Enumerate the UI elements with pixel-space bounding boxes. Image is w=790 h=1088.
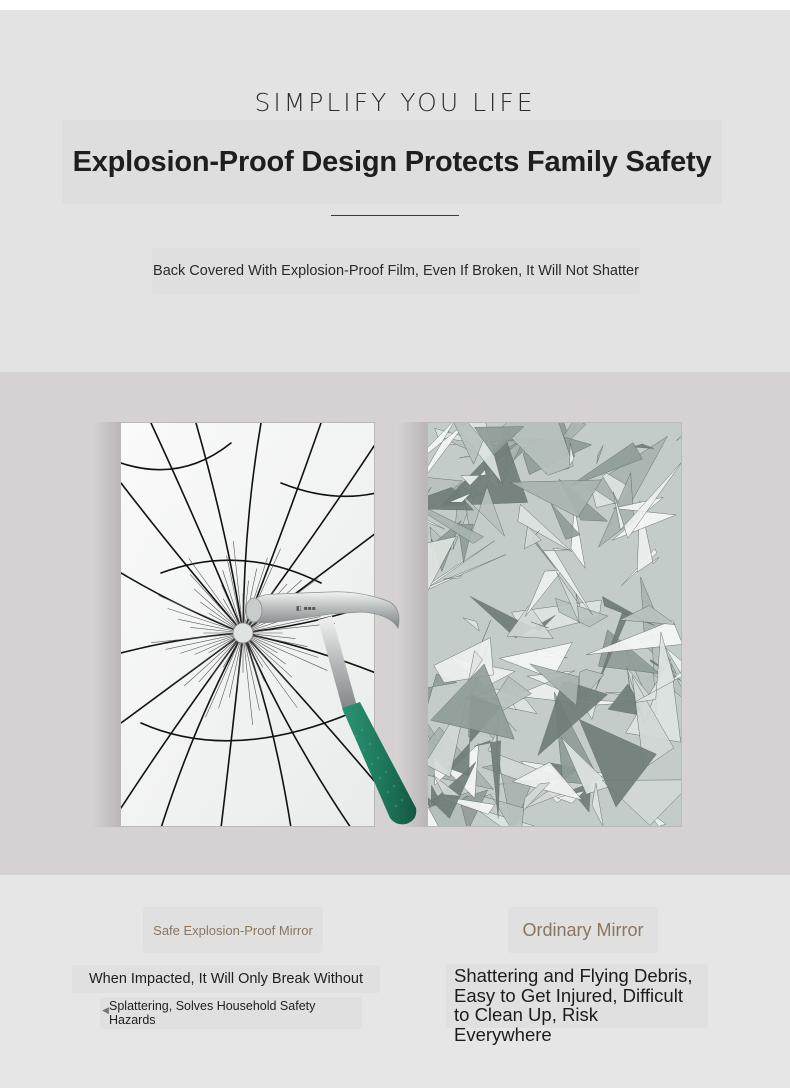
safe-mirror-desc-line2-text: Splattering, Solves Household Safety Hazards bbox=[109, 999, 316, 1027]
shards-pattern-icon bbox=[428, 423, 682, 827]
shattered-mirror-image bbox=[427, 422, 682, 827]
page-subtitle: Back Covered With Explosion-Proof Film, Even If Broken, It Will Not Shatter bbox=[152, 248, 640, 294]
safe-mirror-desc-line2 bbox=[100, 997, 362, 1029]
hero-section bbox=[0, 10, 790, 372]
comparison-captions bbox=[0, 875, 790, 1088]
ordinary-mirror-label: Ordinary Mirror bbox=[508, 907, 658, 953]
ordinary-mirror-desc: Shattering and Flying Debris, Easy to Get Injured, Difficult to Clean Up, Risk Everywhere bbox=[446, 964, 708, 1028]
left-panel-shadow bbox=[92, 422, 122, 827]
kicker-text: SIMPLIFY YOU LIFE bbox=[254, 88, 536, 117]
hammer-icon bbox=[230, 580, 430, 840]
safe-mirror-label: Safe Explosion-Proof Mirror bbox=[143, 907, 323, 953]
mirror-comparison-images bbox=[0, 372, 790, 875]
title-divider bbox=[331, 215, 459, 216]
svg-text:◧ ▪▪▪: ◧ ▪▪▪ bbox=[296, 605, 316, 612]
safe-mirror-desc-line1: When Impacted, It Will Only Break Without bbox=[72, 965, 380, 993]
arrow-mark-icon: ◀ bbox=[102, 1005, 109, 1015]
page-title: Explosion-Proof Design Protects Family Safety bbox=[62, 120, 722, 204]
